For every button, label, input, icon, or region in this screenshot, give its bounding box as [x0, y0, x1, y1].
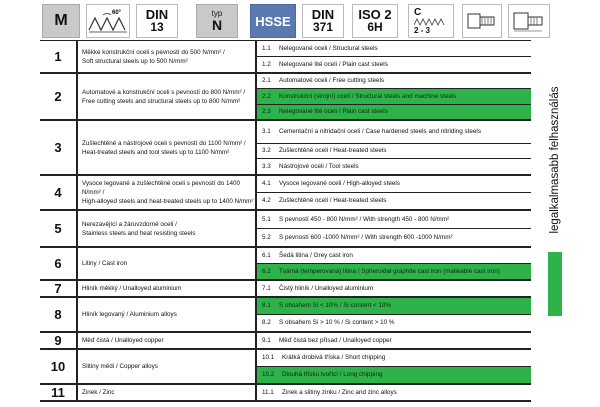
subgroup-text: Krátká drobivá tříska / Short chipping [282, 354, 386, 362]
table-row [40, 350, 531, 385]
material-line-cz: Zinek / Zinc [82, 389, 115, 396]
subgroup-text: S pevností 600 -1000 N/mm² / With strength 600 -1000 N/mm² [279, 233, 453, 241]
subgroup-text: Nelegované lité oceli / Plain cast steels [279, 108, 388, 116]
subgroup-code: 1.2 [262, 60, 271, 68]
subgroup-text: Nástrojové oceli / Tool steels [279, 162, 359, 170]
iso-box [352, 4, 398, 38]
chamfer-label: C [414, 7, 422, 18]
group-number: 11 [40, 385, 78, 400]
material-description [78, 333, 257, 348]
subgroup-text: Automatové oceli / Free cutting steels [279, 77, 384, 85]
subgroup-text: S obsahem Si < 10% / Si content < 10% [279, 302, 392, 310]
table-row [40, 281, 531, 298]
material-line-en: Heat-treated steels and tool steels up to 1100 N/mm² [82, 148, 230, 156]
subgroup-code: 3.3 [262, 162, 271, 170]
hsse-box [250, 4, 296, 38]
material-line-cz: Měď čistá / Unalloyed copper [82, 337, 164, 344]
subgroup-row-highlighted [257, 298, 531, 315]
material-description [78, 121, 257, 174]
table-row [40, 248, 531, 281]
din371-box [302, 4, 344, 38]
subgroup-text: Zušlechtěné oceli / Heat-treated steels [279, 197, 387, 205]
group-number: 7 [40, 281, 78, 296]
group-number: 8 [40, 298, 78, 331]
subgroup-text: Vysoce legované oceli / High-alloyed steels [279, 180, 400, 188]
type-m-label: M [54, 12, 68, 29]
table-row [40, 74, 531, 121]
material-description [78, 281, 257, 296]
subgroup-code: 3.1 [262, 128, 271, 136]
material-description [78, 350, 257, 383]
type-m-box [42, 4, 80, 38]
material-description [78, 211, 257, 246]
material-line-cz: Zušlechtěné a nástrojové oceli s pevností do 1100 N/mm² / [82, 139, 246, 147]
group-number: 4 [40, 176, 78, 209]
material-description [78, 41, 257, 72]
subgroup-text: Zinek a slitiny zinku / Zinc and zinc alloys [282, 388, 397, 396]
material-description [78, 176, 257, 209]
subgroup-code: 8.2 [262, 319, 271, 327]
subgroup-text: Šedá litina / Grey cast iron [279, 251, 353, 259]
material-line-cz: Hliník legovaný / Aluminium alloys [82, 311, 177, 318]
subgroup-row [257, 159, 531, 174]
subgroup-code: 5.2 [262, 233, 271, 241]
material-line-cz: Měkké konstrukční oceli s pevností do 500 N/mm² / [82, 48, 225, 56]
legend-green-swatch [548, 252, 562, 316]
subgroup-code: 1.1 [262, 44, 271, 52]
subgroup-row [257, 193, 531, 209]
material-description [78, 74, 257, 119]
subgroup-code: 3.2 [262, 147, 271, 155]
tool-holder-icon [462, 4, 502, 38]
group-number: 6 [40, 248, 78, 279]
legend-text: legalkalmasabb felhasználás [549, 86, 561, 234]
din13-label: DIN [145, 7, 169, 22]
subgroup-row [257, 121, 531, 144]
table-row [40, 211, 531, 248]
subgroup-row [257, 176, 531, 193]
tool-depth-icon [508, 4, 550, 38]
subgroup-text: Cementační a nitridační oceli / Case hardened steels and nitriding steels [279, 128, 481, 136]
table-row [40, 121, 531, 176]
material-line-en: Stainless steels and heat resisting steels [82, 229, 196, 237]
subgroup-code: 4.2 [262, 197, 271, 205]
legend-label [545, 50, 565, 270]
material-description [78, 385, 257, 400]
subgroup-code: 2.2 [262, 92, 271, 100]
iso-label: ISO 2 [358, 7, 392, 22]
subgroup-row [257, 350, 531, 367]
table-row [40, 385, 531, 402]
subgroup-row [257, 57, 531, 72]
table-row [40, 333, 531, 350]
din13-number: 13 [150, 20, 164, 34]
subgroup-text: Čistý hliník / Unalloyed aluminium [279, 284, 374, 292]
din371-label: DIN [311, 7, 335, 22]
material-line-en: Free cutting steels and structural steels up to 800 N/mm² [82, 97, 241, 105]
material-line-cz: Automatové a konstrukční oceli s pevností do 800 N/mm² / [82, 88, 246, 96]
table-row [40, 176, 531, 211]
subgroup-row-highlighted [257, 89, 531, 104]
angle-label: 60° [112, 10, 122, 16]
subgroup-code: 11.1 [262, 388, 274, 396]
material-line-cz: Hliník měkký / Unalloyed aluminium [82, 285, 182, 292]
material-line-cz: Litiny / Cast iron [82, 260, 128, 267]
header-bar [0, 0, 600, 40]
iso-tolerance: 6H [367, 20, 383, 34]
din371-number: 371 [312, 20, 334, 34]
material-line-cz: Vysoce legované a zušlechtěné oceli s pevností do 1400 N/mm² / [82, 180, 240, 196]
subgroup-code: 9.1 [262, 336, 271, 344]
subgroup-row [257, 248, 531, 264]
subgroup-row-highlighted [257, 105, 531, 119]
subgroup-row [257, 229, 531, 246]
type-n-box [196, 4, 238, 38]
subgroup-text: Dlouhá třísku tvořící / Long chipping [282, 371, 383, 379]
subgroup-text: Měď čistá bez přísad / Unalloyed copper [279, 336, 392, 344]
typ-label: typ [211, 9, 223, 18]
chamfer-box [408, 4, 454, 38]
subgroup-text: Nelegované lité oceli / Plain cast steels [279, 60, 388, 68]
subgroup-code: 10.1 [262, 354, 275, 362]
material-line-en: Soft structural steels up to 500 N/mm² [82, 57, 188, 65]
subgroup-row [257, 385, 531, 400]
subgroup-row [257, 41, 531, 57]
typ-value: N [211, 17, 223, 33]
subgroup-text: S pevností 450 - 800 N/mm² / With strength 450 - 800 N/mm² [279, 215, 450, 223]
material-description [78, 298, 257, 331]
subgroup-code: 2.3 [262, 108, 271, 116]
subgroup-row [257, 211, 531, 229]
subgroup-row [257, 144, 531, 160]
group-number: 5 [40, 211, 78, 246]
subgroup-code: 2.1 [262, 77, 271, 85]
material-description [78, 248, 257, 279]
subgroup-text: Konstrukční (strojní) oceli / Structural steels and machine steels [279, 92, 457, 100]
material-line-cz: Slitiny mědi / Copper alloys [82, 363, 158, 370]
chamfer-range: 2 - 3 [414, 26, 431, 35]
subgroup-code: 6.2 [262, 267, 271, 275]
subgroup-row [257, 315, 531, 331]
subgroup-row [257, 281, 531, 296]
material-line-cz: Nerezavějící a žáruvzdorné oceli / [82, 220, 177, 228]
subgroup-code: 6.1 [262, 251, 271, 259]
material-table [40, 40, 531, 402]
group-number: 2 [40, 74, 78, 119]
subgroup-code: 7.1 [262, 284, 271, 292]
subgroup-row [257, 74, 531, 89]
subgroup-text: Tvárná (temperovaná) litina / Spheroidal graphite cast iron (malleable cast iron) [279, 267, 500, 275]
table-row [40, 41, 531, 74]
subgroup-code: 4.1 [262, 180, 271, 188]
table-row [40, 298, 531, 333]
chamfer-thread-icon [414, 18, 450, 26]
hsse-label: HSSE [255, 13, 291, 29]
group-number: 9 [40, 333, 78, 348]
din13-box [136, 4, 178, 38]
subgroup-code: 10.2 [262, 371, 275, 379]
group-number: 1 [40, 41, 78, 72]
subgroup-row-highlighted [257, 264, 531, 279]
subgroup-text: Zušlechtěné oceli / Heat-treated steels [279, 147, 387, 155]
material-line-en: High-alloyed steels and heat-treated steels up to 1400 N/mm² [82, 198, 254, 205]
group-number: 3 [40, 121, 78, 174]
subgroup-text: Nelegované oceli / Structural steels [279, 44, 378, 52]
subgroup-code: 5.1 [262, 215, 271, 223]
subgroup-row-highlighted [257, 367, 531, 383]
thread-angle-icon [86, 4, 130, 38]
subgroup-code: 8.1 [262, 302, 271, 310]
subgroup-text: S obsahem Si > 10 % / Si content > 10 % [279, 319, 395, 327]
group-number: 10 [40, 350, 78, 383]
subgroup-row [257, 333, 531, 348]
